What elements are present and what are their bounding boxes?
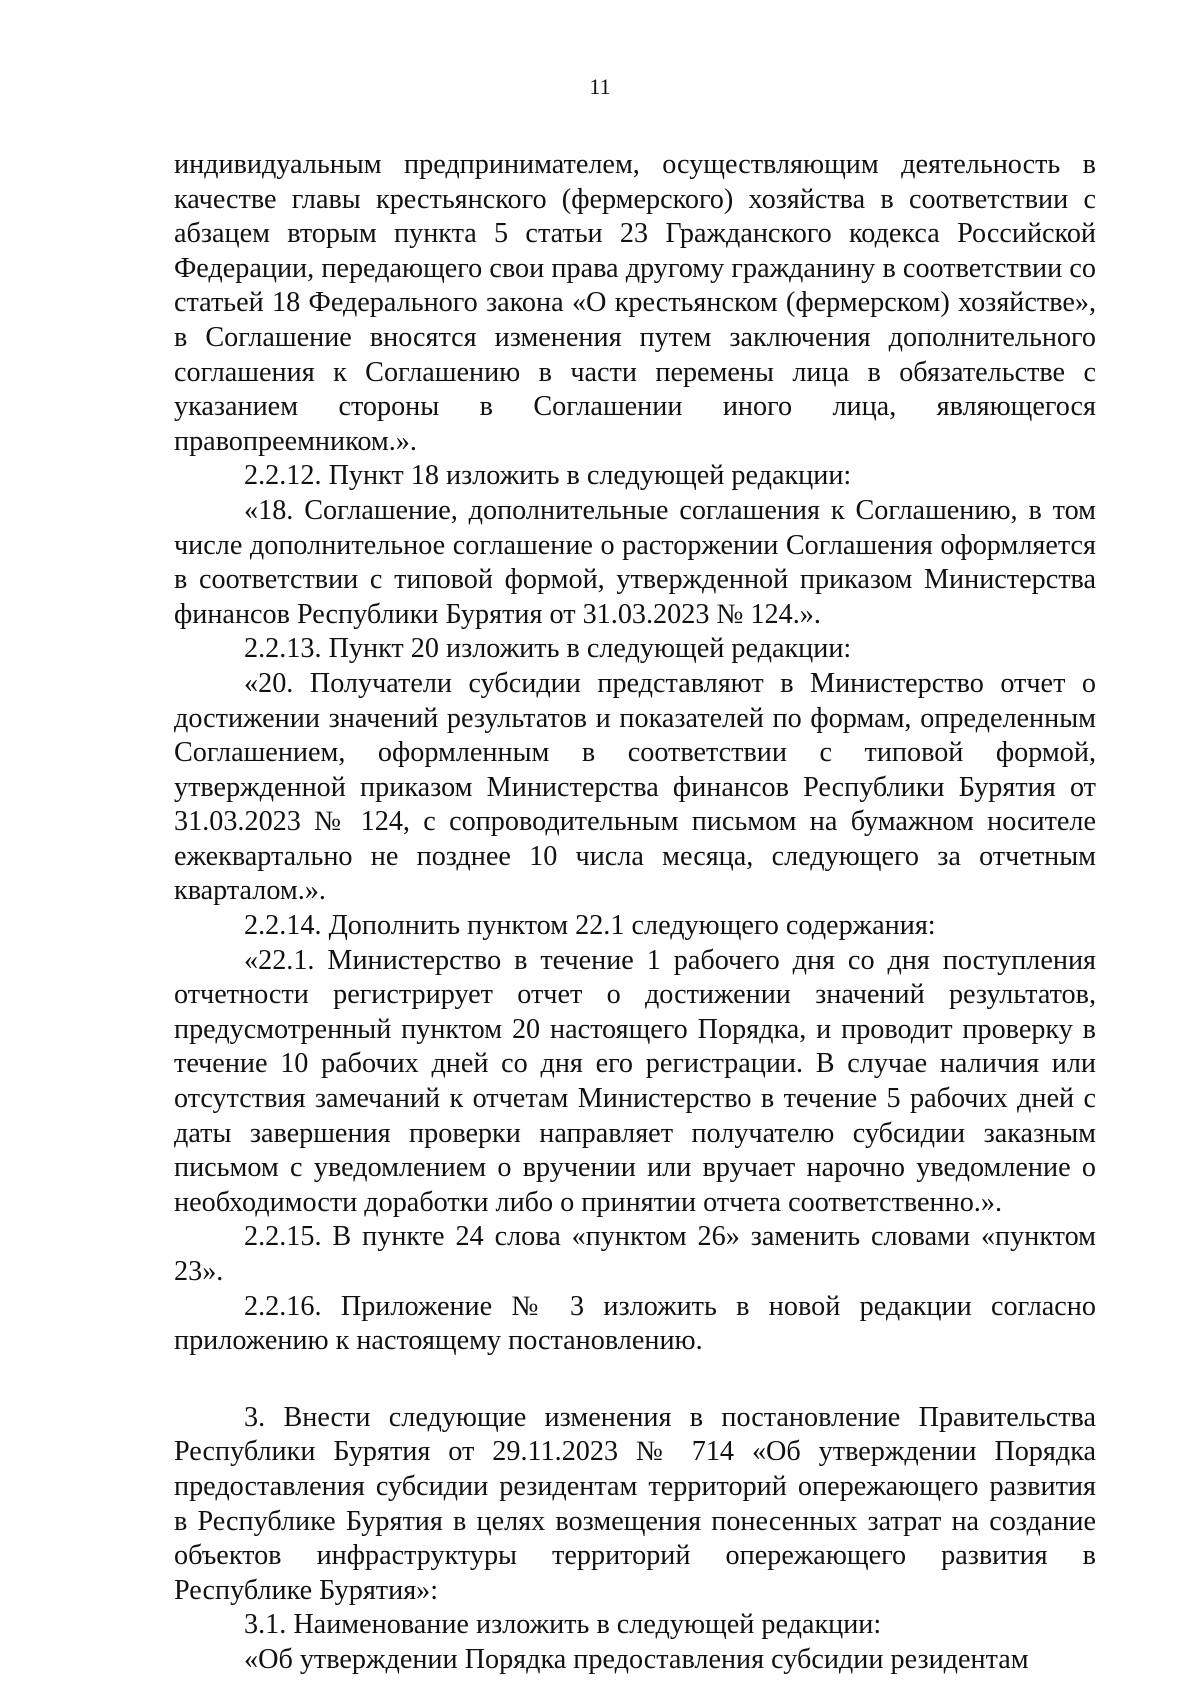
paragraph-item-2-2-13: 2.2.13. Пункт 20 изложить в следующей редакции: [244, 633, 852, 665]
paragraph-quote-22-1: «22.1. Министерство в течение 1 рабочего дня со дня поступления отчетности регистрирует отчет о достижении значений результатов, предусмотренный пунктом 20 настоящего Порядка, и проводит проверку в течение 10 рабочих дней со дня его регистрации. В случае наличия или отсутствия замечаний к отчетам Министерство в течение 5 рабочих дней с даты завершения проверки направляет получателю субсидии заказным письмом с уведомлением о вручении или вручает нарочно уведомление о необходимости доработки либо о принятии отчета соответственно.». [174, 944, 1096, 1218]
paragraph-quote-18: «18. Соглашение, дополнительные соглашения к Соглашению, в том числе дополнительное соглашение о расторжении Соглашения оформляется в соответствии с типовой формой, утвержденной приказом Министерства финансов Республики Бурятия от 31.03.2023 № 124.». [174, 494, 1096, 630]
page-number: 11 [589, 74, 611, 99]
paragraph-continuation: индивидуальным предпринимателем, осуществляющим деятельность в качестве главы крестьянского (фермерского) хозяйства в соответствии с абзацем вторым пункта 5 статьи 23 Гражданского кодекса Российской Федерации, передающего свои права другому гражданину в соответствии со статьей 18 Федерального закона «О крестьянском (фермерском) хозяйстве», в Соглашение вносятся изменения путем заключения дополнительного соглашения к Соглашению в части перемены лица в обязательстве с указанием стороны в Соглашении иного лица, являющегося правопреемником.». [174, 149, 1096, 457]
paragraph-item-2-2-15: 2.2.15. В пункте 24 слова «пунктом 26» заменить словами «пунктом 23». [174, 1221, 1096, 1287]
paragraph-item-2-2-14: 2.2.14. Дополнить пунктом 22.1 следующего содержания: [244, 910, 936, 942]
paragraph-item-3: 3. Внести следующие изменения в постановление Правительства Республики Бурятия от 29.11.2023 № 714 «Об утверждении Порядка предоставления субсидии резидентам территорий опережающего развития в Республике Бурятия в целях возмещения понесенных затрат на создание объектов инфраструктуры территорий опережающего развития в Республике Бурятия»: [174, 1401, 1096, 1606]
paragraph-item-3-1: 3.1. Наименование изложить в следующей редакции: [244, 1609, 882, 1641]
document-body [174, 148, 1096, 1678]
paragraph-quote-20: «20. Получатели субсидии представляют в Министерство отчет о достижении значений результатов и показателей по формам, определенным Соглашением, оформленным в соответствии с типовой формой, утвержденной приказом Министерства финансов Республики Бурятия от 31.03.2023 № 124, с сопроводительным письмом на бумажном носителе ежеквартально не позднее 10 числа месяца, следующего за отчетным кварталом.». [174, 667, 1096, 907]
paragraph-item-2-2-12: 2.2.12. Пункт 18 изложить в следующей редакции: [244, 460, 852, 492]
paragraph-quote-title: «Об утверждении Порядка предоставления субсидии резидентам [244, 1643, 1029, 1675]
paragraph-item-2-2-16: 2.2.16. Приложение № 3 изложить в новой редакции согласно приложению к настоящему постановлению. [174, 1290, 1096, 1357]
